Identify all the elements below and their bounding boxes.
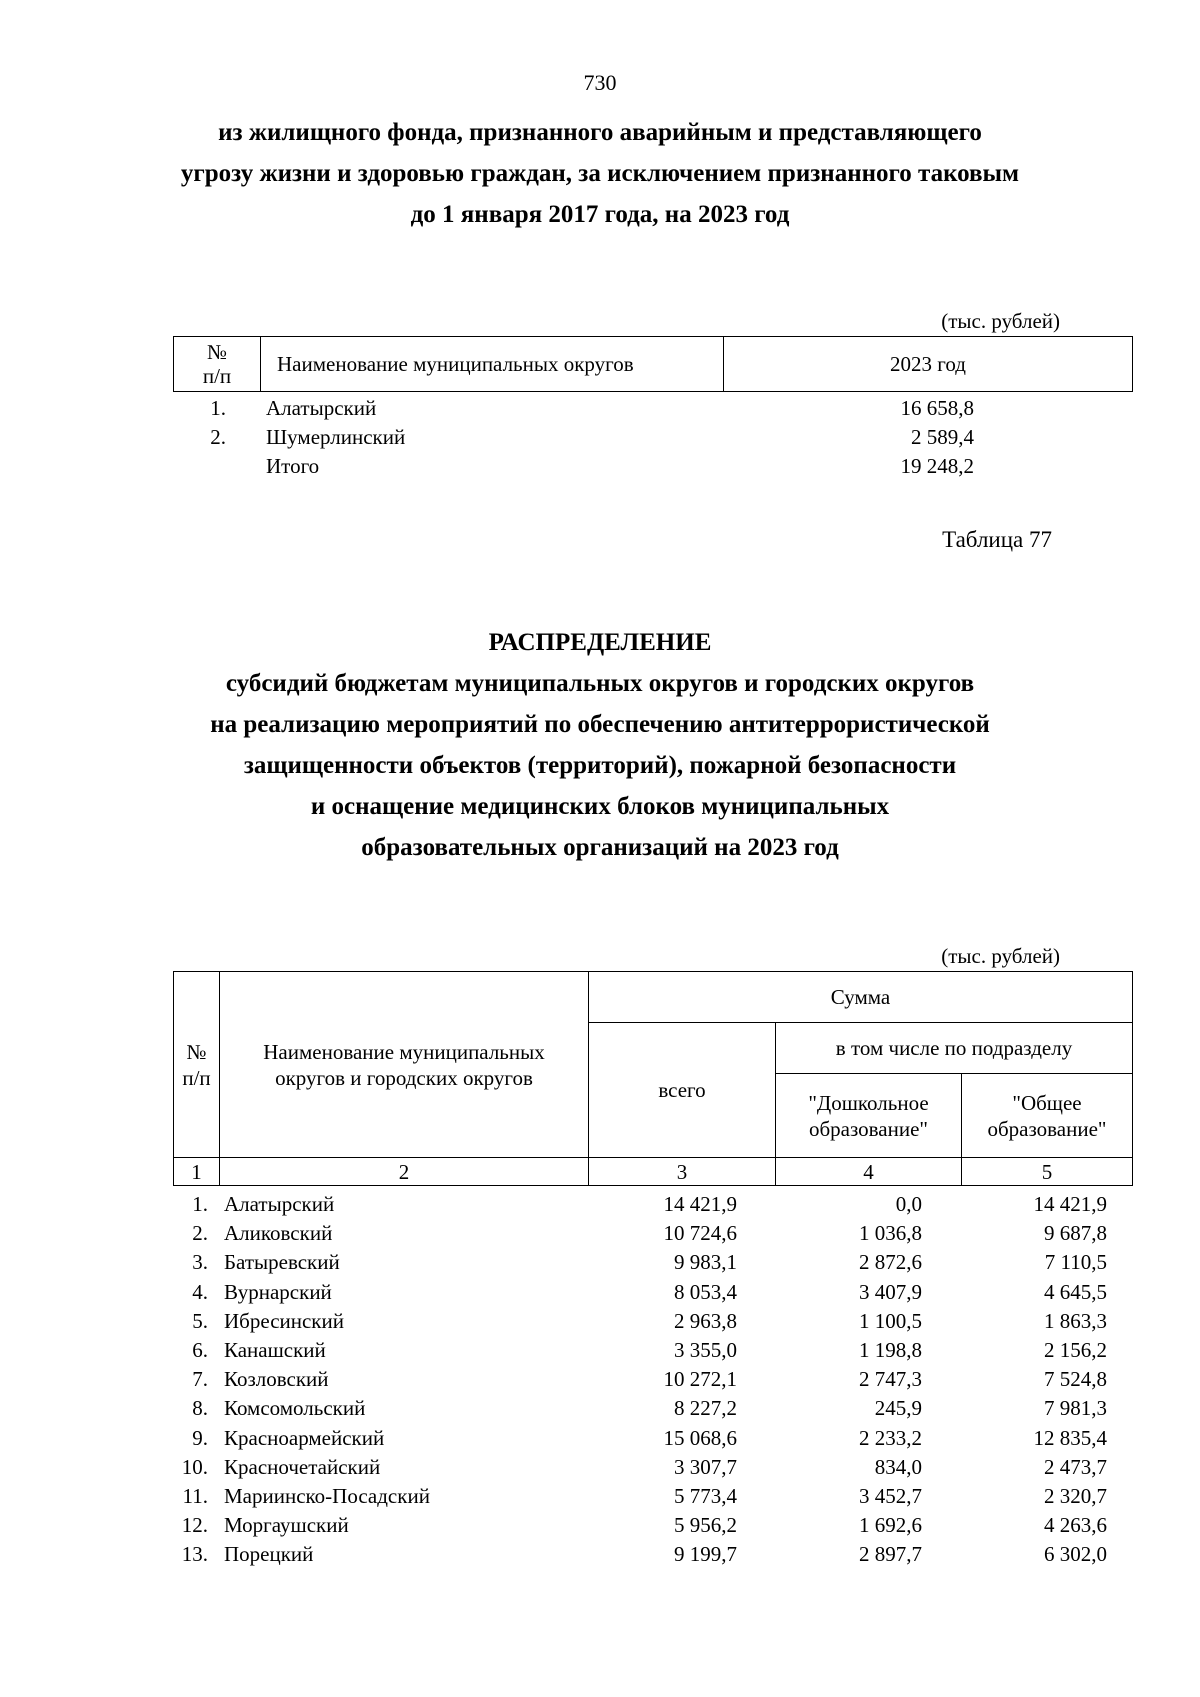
table2-header-total: всего	[589, 1023, 776, 1158]
row-total: 8 227,2	[674, 1396, 737, 1420]
row-general: 12 835,4	[1033, 1426, 1107, 1450]
row-preschool: 2 897,7	[859, 1542, 922, 1566]
row-value: 19 248,2	[900, 454, 974, 478]
row-preschool: 245,9	[874, 1396, 922, 1420]
row-general: 1 863,3	[1044, 1309, 1107, 1333]
row-total: 3 355,0	[674, 1338, 737, 1362]
row-total: 9 983,1	[674, 1250, 737, 1274]
second-heading-line: и оснащение медицинских блоков муниципальных	[310, 793, 890, 820]
table2-header-name-text: Наименование муниципальных округов и городских округов	[263, 1039, 545, 1090]
table1-header-year: 2023 год	[724, 337, 1133, 392]
top-heading-line: из жилищного фонда, признанного аварийным и представляющего	[218, 119, 982, 146]
row-name: Алатырский	[266, 396, 377, 420]
row-total: 14 421,9	[663, 1192, 737, 1216]
table1-header	[173, 336, 1133, 392]
row-total: 10 272,1	[663, 1367, 737, 1391]
page-number: 730	[583, 70, 617, 95]
column-number: 5	[962, 1158, 1133, 1186]
row-num: 7.	[192, 1367, 208, 1391]
row-general: 2 473,7	[1044, 1455, 1107, 1479]
table1-units: (тыс. рублей)	[941, 309, 1060, 333]
row-preschool: 2 747,3	[859, 1367, 922, 1391]
table2-header-sum: Сумма	[589, 972, 1133, 1023]
row-total: 3 307,7	[674, 1455, 737, 1479]
row-value: 16 658,8	[900, 396, 974, 420]
row-name: Ибресинский	[224, 1309, 344, 1333]
row-num: 8.	[192, 1396, 208, 1420]
row-name: Итого	[266, 454, 320, 478]
row-total: 10 724,6	[663, 1221, 737, 1245]
row-total: 5 956,2	[674, 1513, 737, 1537]
row-num: 6.	[192, 1338, 208, 1362]
row-preschool: 1 100,5	[859, 1309, 922, 1333]
row-num: 2.	[210, 425, 226, 449]
row-name: Порецкий	[224, 1542, 314, 1566]
row-preschool: 3 452,7	[859, 1484, 922, 1508]
row-num: 13.	[181, 1542, 208, 1566]
row-total: 5 773,4	[674, 1484, 737, 1508]
row-name: Канашский	[224, 1338, 326, 1362]
row-name: Шумерлинский	[266, 425, 406, 449]
row-num: 3.	[192, 1250, 208, 1274]
row-general: 7 524,8	[1044, 1367, 1107, 1391]
row-num: 12.	[181, 1513, 208, 1537]
column-number: 2	[220, 1158, 589, 1186]
row-preschool: 1 692,6	[859, 1513, 922, 1537]
table1-header-num	[174, 337, 261, 392]
row-total: 8 053,4	[674, 1280, 737, 1304]
row-name: Алатырский	[224, 1192, 335, 1216]
table2-header-preschool-text: "Дошкольное образование"	[808, 1090, 929, 1141]
row-name: Вурнарский	[224, 1280, 332, 1304]
row-general: 6 302,0	[1044, 1542, 1107, 1566]
row-num: 11.	[182, 1484, 208, 1508]
row-num: 4.	[192, 1280, 208, 1304]
row-num: 1.	[192, 1192, 208, 1216]
table2-header-incl: в том числе по подразделу	[776, 1023, 1133, 1074]
row-preschool: 1 198,8	[859, 1338, 922, 1362]
table1-header-name: Наименование муниципальных округов	[261, 337, 724, 392]
row-general: 7 110,5	[1044, 1250, 1107, 1274]
row-total: 15 068,6	[663, 1426, 737, 1450]
row-general: 2 320,7	[1044, 1484, 1107, 1508]
row-name: Моргаушский	[224, 1513, 349, 1537]
row-name: Козловский	[224, 1367, 329, 1391]
row-general: 4 263,6	[1044, 1513, 1107, 1537]
second-heading-line: на реализацию мероприятий по обеспечению антитеррористической	[210, 711, 990, 738]
second-heading	[0, 622, 1200, 868]
row-num: 1.	[210, 396, 226, 420]
row-num: 2.	[192, 1221, 208, 1245]
column-number: 4	[776, 1158, 962, 1186]
table2-header	[173, 971, 1133, 1186]
top-heading-line: до 1 января 2017 года, на 2023 год	[410, 201, 790, 228]
row-num: 10.	[181, 1455, 208, 1479]
row-general: 4 645,5	[1044, 1280, 1107, 1304]
row-preschool: 2 872,6	[859, 1250, 922, 1274]
row-value: 2 589,4	[911, 425, 974, 449]
top-heading-line: угрозу жизни и здоровью граждан, за исключением признанного таковым	[180, 160, 1020, 187]
column-number: 1	[174, 1158, 220, 1186]
row-preschool: 1 036,8	[859, 1221, 922, 1245]
row-name: Комсомольский	[224, 1396, 366, 1420]
table2-header-num	[174, 972, 220, 1158]
row-preschool: 0,0	[895, 1192, 922, 1216]
row-general: 7 981,3	[1044, 1396, 1107, 1420]
row-num: 9.	[192, 1426, 208, 1450]
row-preschool: 3 407,9	[859, 1280, 922, 1304]
row-general: 14 421,9	[1033, 1192, 1107, 1216]
table2-units: (тыс. рублей)	[941, 944, 1060, 968]
row-name: Батыревский	[224, 1250, 340, 1274]
table2-header-num-text: № п/п	[182, 1039, 211, 1090]
second-heading-line: защищенности объектов (территорий), пожарной безопасности	[243, 752, 957, 779]
row-name: Красноармейский	[224, 1426, 385, 1450]
table2-header-general	[962, 1074, 1133, 1158]
row-name: Красночетайский	[224, 1455, 381, 1479]
second-heading-line: РАСПРЕДЕЛЕНИЕ	[488, 629, 712, 656]
row-general: 2 156,2	[1044, 1338, 1107, 1362]
table2-header-preschool	[776, 1074, 962, 1158]
row-preschool: 2 233,2	[859, 1426, 922, 1450]
column-numbers-row	[174, 1158, 1133, 1186]
table2-header-name	[220, 972, 589, 1158]
row-total: 9 199,7	[674, 1542, 737, 1566]
table1-header-num-text: № п/п	[202, 340, 232, 388]
row-num: 5.	[192, 1309, 208, 1333]
top-heading	[0, 112, 1200, 235]
row-name: Мариинско-Посадский	[224, 1484, 430, 1508]
table2-header-general-text: "Общее образование"	[987, 1090, 1107, 1141]
second-heading-line: образовательных организаций на 2023 год	[361, 834, 839, 861]
row-preschool: 834,0	[874, 1455, 922, 1479]
table-label: Таблица 77	[942, 527, 1052, 552]
second-heading-line: субсидий бюджетам муниципальных округов и городских округов	[225, 670, 975, 697]
row-general: 9 687,8	[1044, 1221, 1107, 1245]
column-number: 3	[589, 1158, 776, 1186]
row-name: Аликовский	[224, 1221, 333, 1245]
row-total: 2 963,8	[674, 1309, 737, 1333]
